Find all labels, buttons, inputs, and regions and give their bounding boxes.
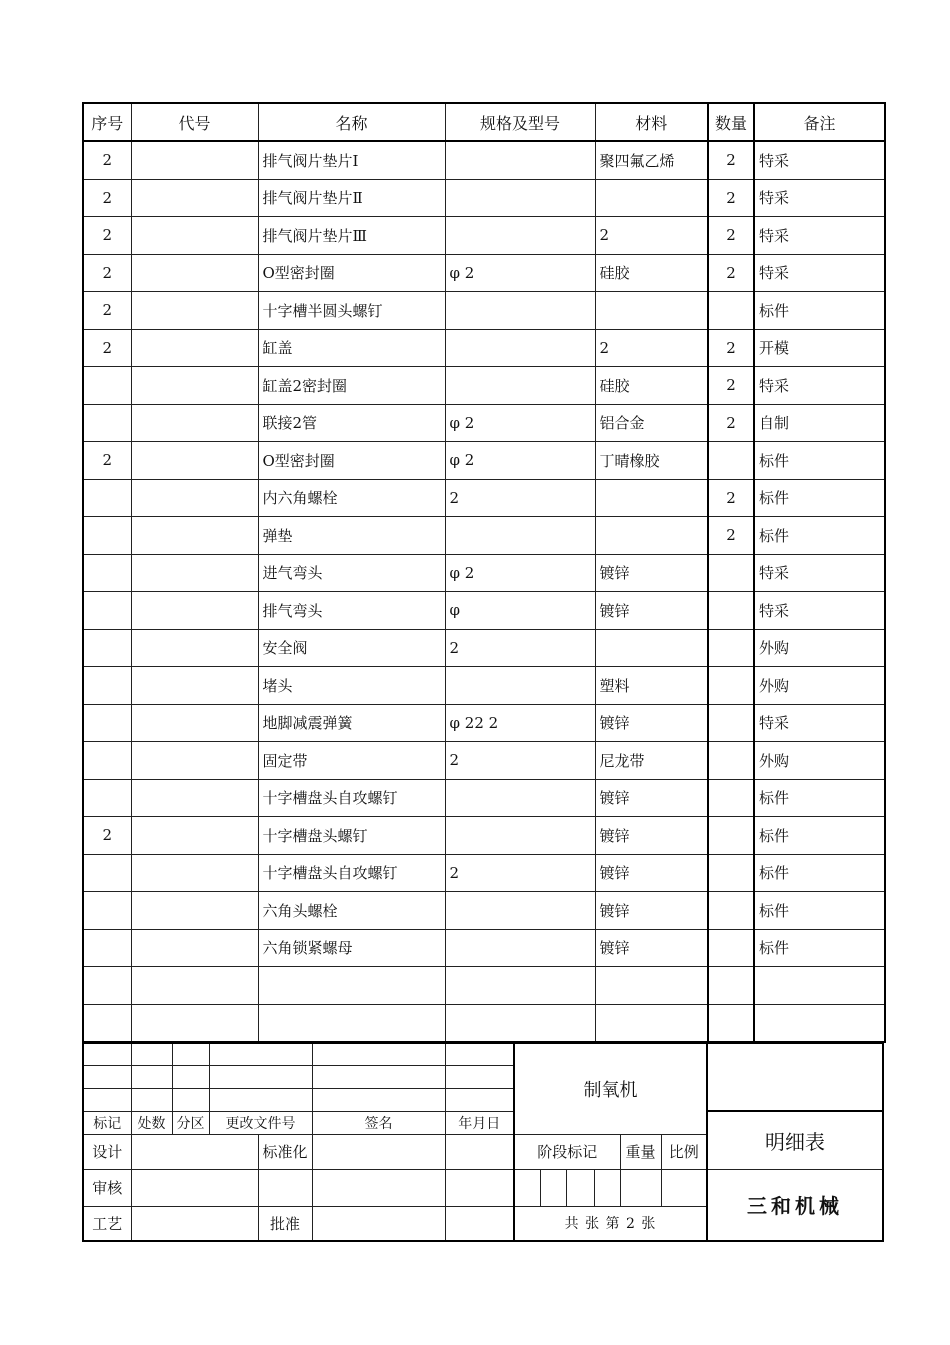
cell-seq [83,517,131,555]
table-row [83,254,885,292]
cell-spec [445,817,595,855]
cell-remark: 外购 [754,667,885,705]
label-change-doc: 更改文件号 [209,1111,312,1134]
cell-qty: 2 [708,141,754,179]
cell-material: 硅胶 [595,367,708,405]
cell-qty [708,667,754,705]
cell-material [595,1004,708,1042]
cell-name: 六角头螺栓 [258,892,445,930]
cell-spec: φ 2 [445,254,595,292]
cell-seq [83,779,131,817]
cell-qty: 2 [708,404,754,442]
cell-remark: 特采 [754,704,885,742]
cell-spec [445,892,595,930]
table-row [83,779,885,817]
cell-name: 联接2管 [258,404,445,442]
table-row [83,667,885,705]
cell-seq: 2 [83,254,131,292]
table-row [83,967,885,1005]
label-standardize: 标准化 [258,1134,312,1169]
cell-qty [708,742,754,780]
cell-remark: 标件 [754,929,885,967]
cell-qty [708,929,754,967]
cell-remark: 标件 [754,479,885,517]
header-qty: 数量 [708,103,754,141]
cell-material: 镀锌 [595,892,708,930]
cell-seq: 2 [83,442,131,480]
cell-spec [445,329,595,367]
table-row [83,929,885,967]
label-count: 处数 [131,1111,172,1134]
cell-spec [445,967,595,1005]
cell-code [131,554,258,592]
label-weight: 重量 [620,1134,661,1169]
cell-material: 2 [595,329,708,367]
table-row [83,592,885,630]
product-name: 制氧机 [514,1043,707,1134]
cell-remark: 标件 [754,517,885,555]
cell-seq [83,554,131,592]
cell-qty: 2 [708,367,754,405]
cell-spec [445,179,595,217]
cell-name: 堵头 [258,667,445,705]
cell-remark: 特采 [754,367,885,405]
cell-spec [445,667,595,705]
cell-remark: 标件 [754,817,885,855]
cell-code [131,367,258,405]
cell-remark: 特采 [754,179,885,217]
cell-qty: 2 [708,517,754,555]
document-title: 明细表 [707,1111,883,1169]
cell-qty: 2 [708,254,754,292]
parts-list-table [82,102,886,1043]
cell-code [131,329,258,367]
cell-name: 排气弯头 [258,592,445,630]
cell-material [595,179,708,217]
cell-seq: 2 [83,141,131,179]
cell-seq [83,1004,131,1042]
cell-name: 排气阀片垫片Ⅰ [258,141,445,179]
cell-qty [708,442,754,480]
cell-code [131,141,258,179]
cell-material: 镀锌 [595,554,708,592]
cell-code [131,479,258,517]
cell-remark: 标件 [754,292,885,330]
cell-name: 十字槽盘头自攻螺钉 [258,854,445,892]
cell-qty [708,1004,754,1042]
cell-code [131,854,258,892]
cell-remark: 特采 [754,217,885,255]
cell-remark: 特采 [754,554,885,592]
cell-material: 镀锌 [595,929,708,967]
cell-material: 镀锌 [595,704,708,742]
header-seq: 序号 [83,103,131,141]
cell-spec [445,929,595,967]
cell-material: 尼龙带 [595,742,708,780]
cell-spec [445,1004,595,1042]
cell-qty [708,292,754,330]
cell-remark: 标件 [754,779,885,817]
cell-seq [83,967,131,1005]
header-remark: 备注 [754,103,885,141]
cell-qty: 2 [708,329,754,367]
cell-code [131,667,258,705]
label-date: 年月日 [445,1111,514,1134]
cell-seq [83,742,131,780]
cell-remark: 外购 [754,742,885,780]
cell-spec [445,292,595,330]
cell-material: 硅胶 [595,254,708,292]
cell-qty: 2 [708,479,754,517]
table-row [83,1004,885,1042]
header-code: 代号 [131,103,258,141]
cell-spec: 2 [445,854,595,892]
cell-name: 六角锁紧螺母 [258,929,445,967]
cell-qty [708,967,754,1005]
title-block [82,1042,884,1242]
cell-code [131,817,258,855]
cell-spec: 2 [445,479,595,517]
cell-seq [83,367,131,405]
cell-name: 排气阀片垫片Ⅲ [258,217,445,255]
header-row [83,103,885,141]
cell-seq: 2 [83,217,131,255]
cell-qty [708,779,754,817]
cell-code [131,892,258,930]
cell-material: 2 [595,217,708,255]
cell-material: 铝合金 [595,404,708,442]
cell-qty [708,704,754,742]
table-row [83,817,885,855]
cell-seq: 2 [83,292,131,330]
table-row [83,141,885,179]
table-row [83,742,885,780]
cell-material [595,967,708,1005]
cell-seq [83,592,131,630]
cell-material: 丁晴橡胶 [595,442,708,480]
cell-name: 固定带 [258,742,445,780]
cell-spec: φ 22 2 [445,704,595,742]
cell-code [131,217,258,255]
cell-qty [708,592,754,630]
header-name: 名称 [258,103,445,141]
table-row [83,704,885,742]
cell-qty [708,554,754,592]
cell-seq: 2 [83,179,131,217]
cell-remark: 特采 [754,592,885,630]
cell-material [595,517,708,555]
cell-name: 十字槽半圆头螺钉 [258,292,445,330]
cell-spec [445,217,595,255]
cell-code [131,1004,258,1042]
cell-seq [83,479,131,517]
cell-code [131,967,258,1005]
table-row [83,404,885,442]
cell-remark: 标件 [754,442,885,480]
cell-seq: 2 [83,817,131,855]
table-row [83,442,885,480]
label-approve: 批准 [258,1206,312,1241]
cell-code [131,742,258,780]
cell-name: 缸盖2密封圈 [258,367,445,405]
cell-name [258,1004,445,1042]
cell-name: 十字槽盘头自攻螺钉 [258,779,445,817]
label-zone: 分区 [172,1111,209,1134]
label-stage-mark: 阶段标记 [514,1134,620,1169]
cell-code [131,254,258,292]
cell-spec: 2 [445,742,595,780]
table-row [83,854,885,892]
cell-name: 缸盖 [258,329,445,367]
cell-spec: φ 2 [445,554,595,592]
cell-material: 塑料 [595,667,708,705]
cell-material [595,292,708,330]
table-row [83,329,885,367]
table-row [83,554,885,592]
table-row [83,179,885,217]
cell-seq: 2 [83,329,131,367]
cell-remark: 标件 [754,854,885,892]
cell-material: 镀锌 [595,779,708,817]
cell-seq [83,667,131,705]
cell-code [131,292,258,330]
cell-code [131,779,258,817]
cell-qty [708,817,754,855]
cell-name: 内六角螺栓 [258,479,445,517]
cell-name: O型密封圈 [258,442,445,480]
cell-spec [445,517,595,555]
cell-name: 排气阀片垫片Ⅱ [258,179,445,217]
cell-code [131,179,258,217]
cell-name [258,967,445,1005]
label-scale: 比例 [661,1134,707,1169]
cell-name: 地脚减震弹簧 [258,704,445,742]
cell-remark: 特采 [754,141,885,179]
cell-spec [445,779,595,817]
label-signature: 签名 [312,1111,445,1134]
cell-seq [83,704,131,742]
cell-remark: 开模 [754,329,885,367]
table-row [83,479,885,517]
label-process: 工艺 [83,1206,131,1241]
cell-qty [708,854,754,892]
cell-code [131,929,258,967]
company-name: 三和机械 [707,1169,883,1241]
cell-code [131,592,258,630]
cell-code [131,629,258,667]
table-row [83,629,885,667]
cell-material: 镀锌 [595,592,708,630]
table-row [83,217,885,255]
cell-code [131,442,258,480]
cell-seq [83,404,131,442]
cell-spec: 2 [445,629,595,667]
table-row [83,892,885,930]
cell-qty: 2 [708,179,754,217]
cell-material: 镀锌 [595,854,708,892]
cell-remark [754,1004,885,1042]
cell-material [595,479,708,517]
cell-material: 镀锌 [595,817,708,855]
cell-seq [83,854,131,892]
cell-name: 十字槽盘头螺钉 [258,817,445,855]
table-row [83,292,885,330]
cell-code [131,404,258,442]
cell-name: 安全阀 [258,629,445,667]
cell-qty: 2 [708,217,754,255]
cell-name: 进气弯头 [258,554,445,592]
cell-qty [708,892,754,930]
cell-spec: φ 2 [445,404,595,442]
cell-code [131,517,258,555]
cell-spec: φ 2 [445,442,595,480]
sheet-count: 共 张 第 2 张 [514,1206,707,1241]
cell-remark: 特采 [754,254,885,292]
table-row [83,517,885,555]
cell-remark [754,967,885,1005]
cell-material [595,629,708,667]
cell-seq [83,892,131,930]
label-design: 设计 [83,1134,131,1169]
label-review: 审核 [83,1169,131,1206]
cell-name: 弹垫 [258,517,445,555]
cell-qty [708,629,754,667]
header-spec: 规格及型号 [445,103,595,141]
header-material: 材料 [595,103,708,141]
cell-remark: 标件 [754,892,885,930]
cell-remark: 外购 [754,629,885,667]
cell-spec [445,141,595,179]
cell-spec [445,367,595,405]
cell-name: O型密封圈 [258,254,445,292]
cell-seq [83,929,131,967]
cell-code [131,704,258,742]
table-row [83,367,885,405]
cell-spec: φ [445,592,595,630]
cell-material: 聚四氟乙烯 [595,141,708,179]
cell-remark: 自制 [754,404,885,442]
cell-seq [83,629,131,667]
label-mark: 标记 [83,1111,131,1134]
